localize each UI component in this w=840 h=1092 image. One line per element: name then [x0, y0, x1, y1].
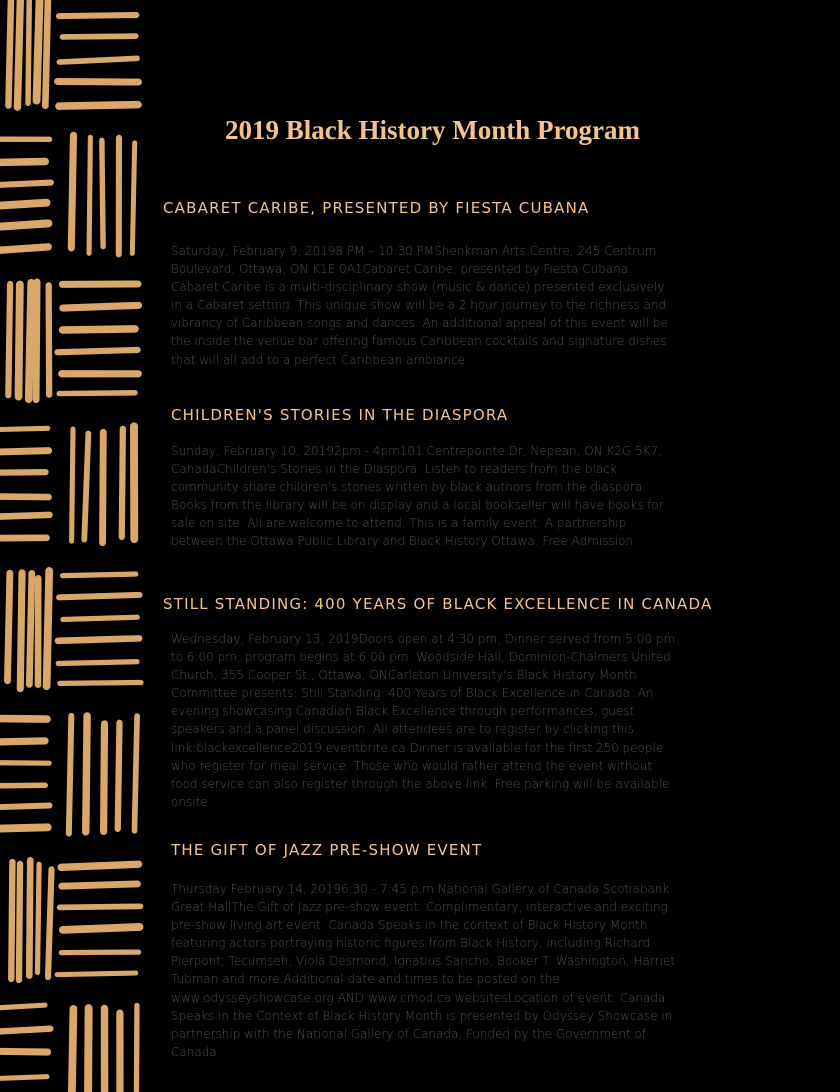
brush-stroke [0, 1051, 48, 1052]
brush-stroke [0, 1005, 45, 1008]
brush-stroke [0, 497, 48, 498]
brush-stroke [7, 573, 9, 681]
brush-stroke [136, 1005, 137, 1092]
event-body-gift-of-jazz: Thursday February 14, 20196:30 - 7:45 p.m.National Gallery of Canada Scotiabank Great HallThe Gift of Jazz pre-show event: Complimentary, interactive and exciting pre-show living art event: Canada Speaks in the context of Black History Month featuring actors portraying historic figures from Black History, including Richard Pierpont, Tecumseh, Viola Desmond, Ignatius Sancho, Booker T. Washington, Harriet Tubman and more.Additional date and times to be posted on the www.odysseyshowcase.org AND www.cmod.ca websitesLocation of event: Canada Speaks in the Context of Black History Month is presented by Odyssey Showcase in partnership with the National Gallery of Canada, Funded by the Government of Canada. [171, 882, 676, 1059]
brush-stroke [59, 58, 137, 62]
brush-stroke [0, 806, 50, 808]
event-heading-gift-of-jazz: THE GIFT OF JAZZ PRE-SHOW EVENT [171, 841, 483, 859]
brush-stroke [61, 864, 138, 867]
brush-stroke [58, 81, 139, 82]
brush-stroke [61, 952, 138, 953]
brush-stroke [11, 862, 12, 979]
brush-stroke [36, 282, 37, 400]
event-body-cabaret-caribe: Saturday, February 9, 20198 PM – 10:30 PMShenkman Arts Centre, 245 Centrum Boulevard, Ottawa, ON K1E 0A1Cabaret Caribe, presented by Fiesta Cubana. Cabaret Caribe is a multi-disciplinary show (music & dance) presented exclusively in a Cabaret setting. This unique show will be a 2 hour journey to the richness and vibrancy of Caribbean songs and dances. An additional appeal of this event will be the inside the venue bar offering famous Caribbean cocktails and signature dishes that will all add to a perfect Caribbean ambiance. [171, 244, 668, 367]
brush-stroke [89, 137, 90, 253]
brush-stroke [59, 105, 138, 107]
brush-stroke [57, 973, 136, 975]
brush-stroke [118, 723, 120, 829]
brush-stroke [29, 573, 31, 684]
brush-stroke [63, 36, 136, 37]
brush-stroke [0, 719, 47, 720]
brush-stroke [63, 305, 139, 308]
brush-stroke [20, 573, 22, 689]
brush-stroke [58, 638, 139, 640]
brush-stroke [19, 864, 20, 980]
brush-stroke [0, 741, 45, 742]
event-heading-childrens-stories: CHILDREN'S STORIES IN THE DIASPORA [171, 406, 509, 424]
brush-stroke [60, 906, 141, 907]
brush-stroke [17, 0, 20, 107]
brush-stroke [72, 429, 73, 541]
brush-stroke [134, 716, 137, 831]
brush-stroke [0, 247, 48, 250]
brush-stroke [29, 860, 30, 975]
decorative-stripe-border [0, 0, 150, 1092]
brush-stroke [19, 285, 20, 397]
brush-stroke [0, 183, 51, 185]
brush-stroke [0, 451, 49, 452]
brush-stroke [0, 223, 48, 226]
brush-stroke [60, 682, 141, 683]
brush-stroke [88, 1008, 89, 1092]
brush-stroke [59, 15, 136, 16]
brush-stroke [63, 617, 137, 619]
event-body-childrens-stories: Sunday, February 10, 20192pm - 4pm101 Centrepointe Dr, Nepean, ON K2G 5K7, CanadaChildren's Stories in the Diaspora. Listen to readers from the black community share children's stories written by black authors from the diaspora. Books from the library will be on display and a local bookseller will have books for sale on site. All are welcome to attend. This is a family event. A partnership between the Ottawa Public Library and Black History Ottawa. Free Admission. [171, 444, 664, 549]
brush-stroke [86, 716, 87, 832]
brush-stroke [132, 143, 134, 253]
brush-stroke [62, 884, 138, 886]
brush-stroke [103, 432, 104, 542]
brush-stroke [71, 135, 73, 248]
brush-stroke [0, 1029, 50, 1032]
brush-stroke [0, 1077, 47, 1079]
brush-stroke [8, 0, 11, 106]
brush-stroke [0, 785, 45, 786]
brush-stroke [8, 284, 10, 395]
brush-stroke [69, 716, 71, 834]
brush-stroke [45, 0, 48, 106]
brush-stroke-pattern [0, 0, 150, 1092]
brush-stroke [59, 595, 139, 598]
brush-stroke [84, 434, 88, 540]
brush-stroke [102, 140, 103, 246]
brush-stroke [63, 927, 140, 930]
event-heading-cabaret-caribe: CABARET CARIBE, PRESENTED BY FIESTA CUBANA [163, 199, 590, 217]
brush-stroke [0, 827, 48, 828]
brush-stroke [0, 428, 48, 429]
brush-stroke [47, 571, 50, 686]
brush-stroke [48, 869, 51, 977]
brush-stroke [63, 574, 136, 576]
brush-stroke [29, 283, 31, 400]
brush-stroke [58, 662, 137, 664]
page-title: 2019 Black History Month Program [225, 115, 640, 145]
brush-stroke [0, 515, 49, 517]
brush-stroke [122, 429, 123, 537]
brush-stroke [37, 0, 40, 101]
brush-stroke [0, 472, 46, 473]
brush-stroke [0, 162, 45, 163]
brush-stroke [71, 1009, 73, 1092]
event-body-still-standing: Wednesday, February 13, 2019Doors open at 4:30 pm; Dinner served from 5:00 pm to 6:00 pm; program begins at 6:00 pm. Woodside Hall, Dominion-Chalmers United Church, 355 Cooper St., Ottawa, ONCarleton University's Black History Month Committee presents: Still Standing: 400 Years of Black Excellence in Canada. An evening showcasing Canadian Black Excellence through performances, guest speakers and a panel discussion. All attendees are to register by clicking this link:blackexcellence2019.eventbrite.ca Dinner is available for the first 250 people who register for meal service. Those who would rather attend the event without food service can also register through the above link. Free parking will be available onsite. [171, 632, 676, 809]
brush-stroke [59, 393, 135, 394]
brush-stroke [57, 350, 137, 352]
brush-stroke [38, 864, 40, 972]
event-heading-still-standing: STILL STANDING: 400 YEARS OF BLACK EXCELLENCE IN CANADA [163, 595, 713, 613]
brush-stroke [28, 0, 29, 103]
brush-stroke [104, 724, 105, 832]
brush-stroke [0, 203, 47, 206]
brush-stroke [62, 329, 135, 330]
